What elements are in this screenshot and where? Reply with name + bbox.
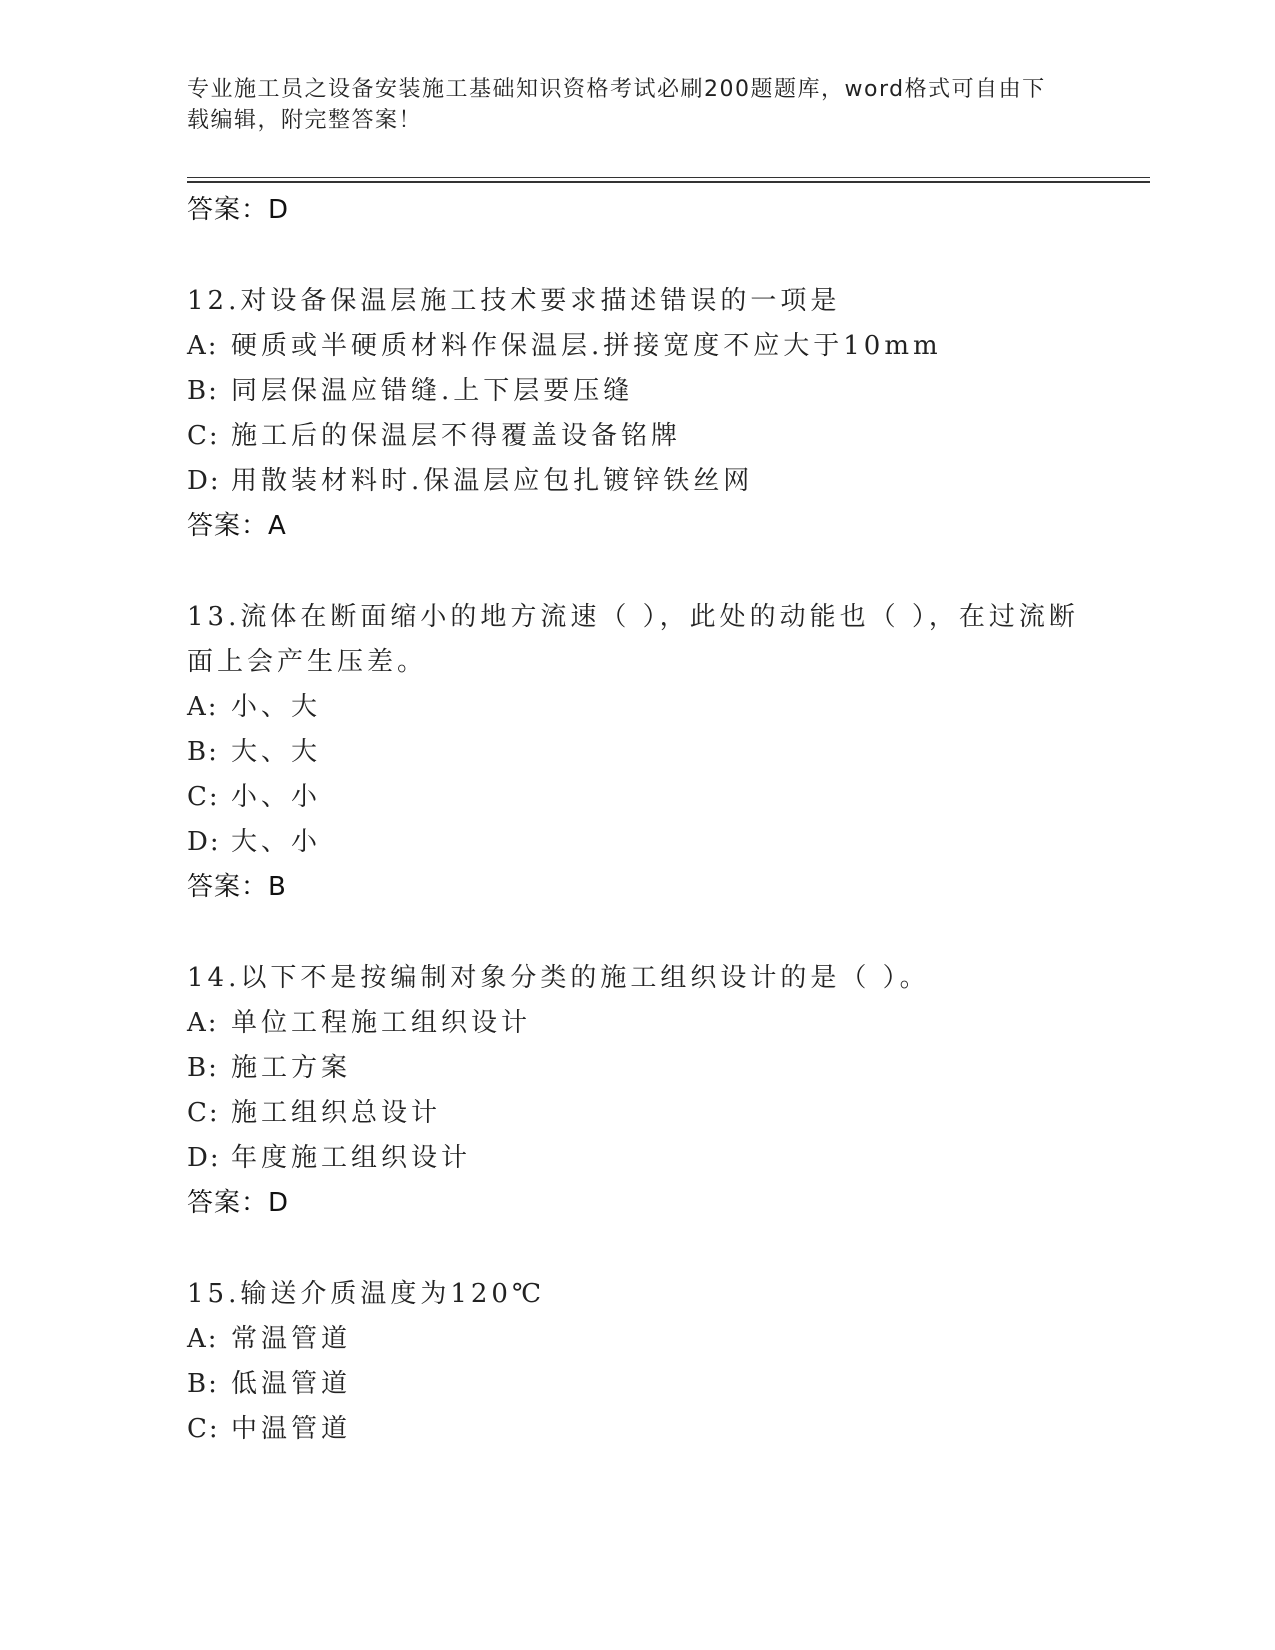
- option-c: [187, 414, 1087, 459]
- option-text: 施工组织总设计: [231, 1098, 442, 1128]
- option-d: [187, 459, 1087, 504]
- question-list: [187, 188, 1087, 1452]
- question-13: [187, 595, 1087, 910]
- option-letter: D:: [187, 1143, 221, 1173]
- question-14: [187, 956, 1087, 1226]
- option-text: 小、小: [231, 782, 322, 812]
- option-text: 常温管道: [231, 1324, 352, 1354]
- option-letter: B:: [187, 1369, 219, 1399]
- option-letter: B:: [187, 1053, 219, 1083]
- option-a: [187, 324, 1087, 369]
- option-letter: B:: [187, 737, 219, 767]
- option-b: [187, 730, 1087, 775]
- spacer: [187, 233, 1087, 279]
- option-letter: D:: [187, 466, 221, 496]
- option-text: 小、大: [231, 692, 322, 722]
- option-b: [187, 1362, 1087, 1407]
- option-text: 中温管道: [231, 1414, 352, 1444]
- answer-line: 答案：B: [187, 872, 287, 902]
- option-letter: C:: [187, 1098, 220, 1128]
- answer-line: 答案：D: [187, 1188, 290, 1218]
- option-text: 低温管道: [231, 1369, 352, 1399]
- option-text: 单位工程施工组织设计: [231, 1008, 532, 1038]
- option-a: [187, 1317, 1087, 1362]
- option-d: [187, 820, 1087, 865]
- option-text: 施工方案: [231, 1053, 352, 1083]
- question-text: 12.对设备保温层施工技术要求描述错误的一项是: [187, 286, 841, 316]
- option-b: [187, 1046, 1087, 1091]
- header-divider-thin: [187, 177, 1150, 178]
- answer-line: 答案：D: [187, 195, 290, 225]
- answer-line: 答案：A: [187, 511, 287, 541]
- option-letter: D:: [187, 827, 221, 857]
- header-divider-thick: [187, 181, 1150, 183]
- option-letter: A:: [187, 1008, 219, 1038]
- spacer: [187, 549, 1087, 595]
- option-letter: C:: [187, 782, 220, 812]
- question-text: 15.输送介质温度为120℃: [187, 1279, 546, 1309]
- option-text: 年度施工组织设计: [231, 1143, 472, 1173]
- option-c: [187, 1091, 1087, 1136]
- option-letter: A:: [187, 1324, 219, 1354]
- question-text: 14.以下不是按编制对象分类的施工组织设计的是（ ）。: [187, 963, 930, 993]
- option-text: 用散装材料时.保温层应包扎镀锌铁丝网: [231, 466, 754, 496]
- option-c: [187, 1407, 1087, 1452]
- option-text: 大、小: [231, 827, 322, 857]
- option-b: [187, 369, 1087, 414]
- option-text: 施工后的保温层不得覆盖设备铭牌: [231, 421, 682, 451]
- option-d: [187, 1136, 1087, 1181]
- option-letter: A:: [187, 331, 219, 361]
- spacer: [187, 1226, 1087, 1272]
- question-15: [187, 1272, 1087, 1452]
- document-header: 专业施工员之设备安装施工基础知识资格考试必刷200题题库，word格式可自由下载编辑，附完整答案！: [187, 77, 1046, 133]
- spacer: [187, 910, 1087, 956]
- option-text: 大、大: [231, 737, 322, 767]
- option-c: [187, 775, 1087, 820]
- question-text: 13.流体在断面缩小的地方流速（ ），此处的动能也（ ），在过流断面上会产生压差。: [187, 602, 1079, 677]
- option-a: [187, 685, 1087, 730]
- option-letter: B:: [187, 376, 219, 406]
- option-a: [187, 1001, 1087, 1046]
- option-letter: A:: [187, 692, 219, 722]
- question-12: [187, 279, 1087, 549]
- option-letter: C:: [187, 421, 220, 451]
- option-letter: C:: [187, 1414, 220, 1444]
- option-text: 硬质或半硬质材料作保温层.拼接宽度不应大于10mm: [231, 331, 942, 361]
- option-text: 同层保温应错缝.上下层要压缝: [231, 376, 634, 406]
